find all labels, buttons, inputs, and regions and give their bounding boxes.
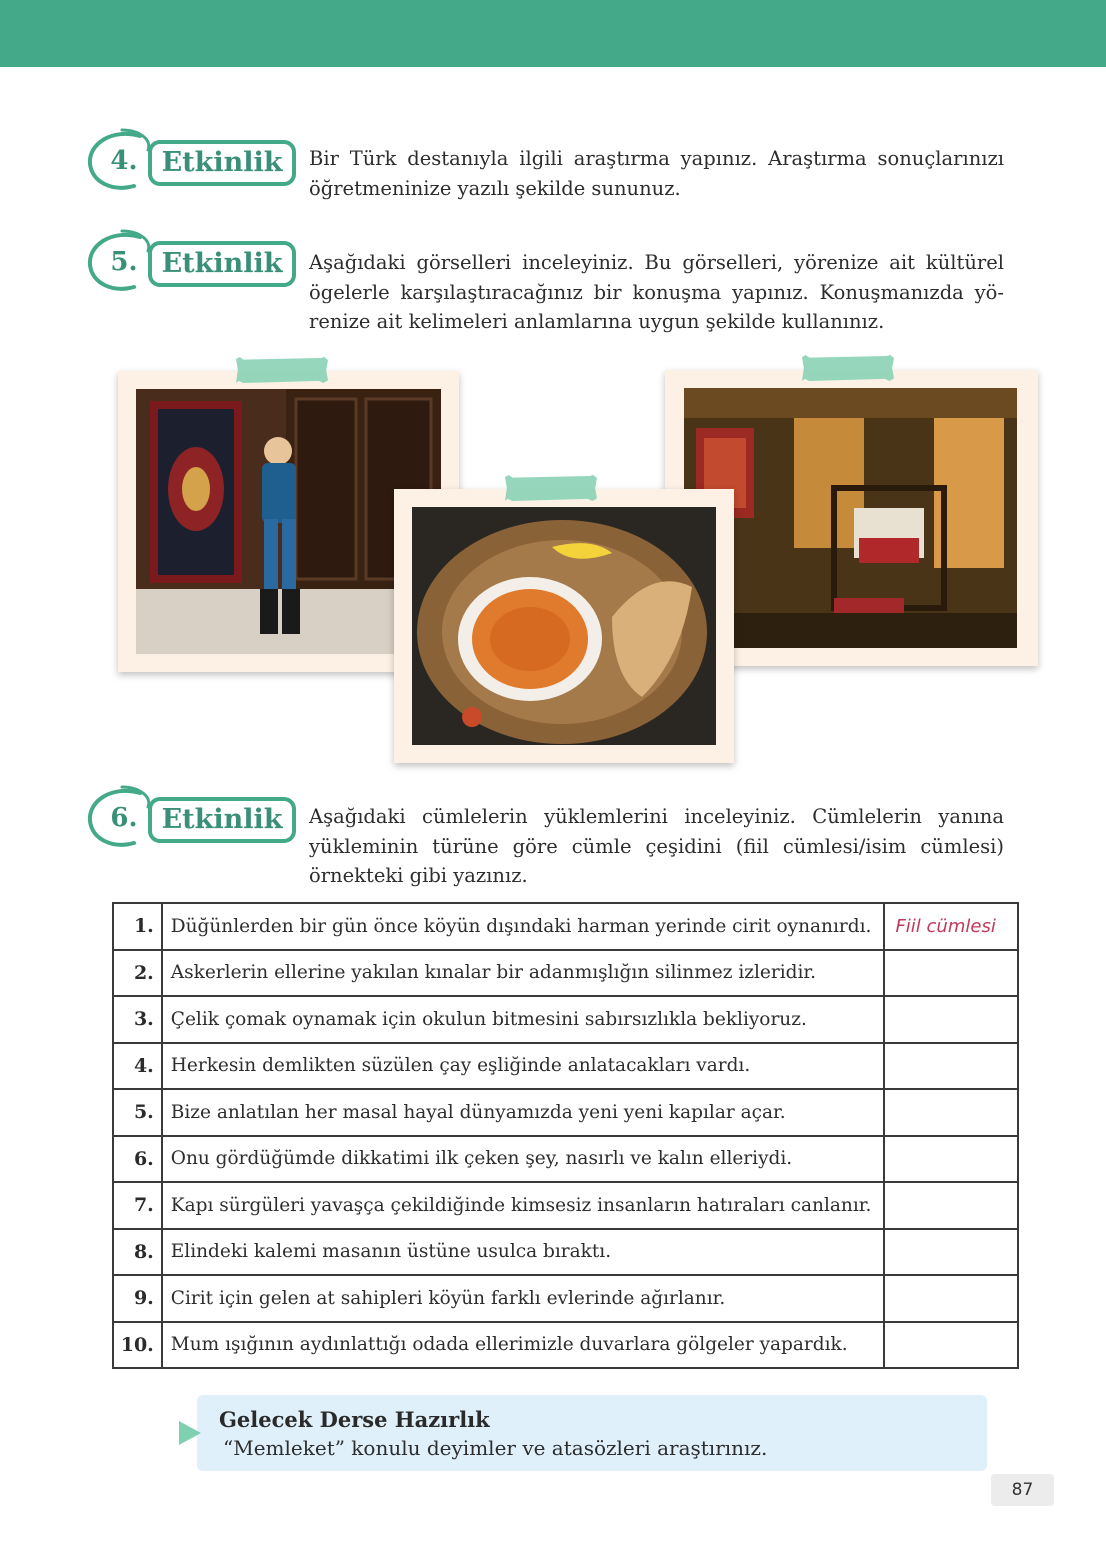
table-row bbox=[113, 903, 1018, 950]
activity-5-text: Aşağıdaki görselleri inceleyiniz. Bu görselleri, yörenize ait kültürel ögelerle karşılaştıracağınız bir konuşma yapınız. Konuşmanızda yö-renize ait kelimeleri anlamlarına uygun şekilde kullanınız. bbox=[309, 251, 1004, 333]
table-row bbox=[113, 1043, 1018, 1090]
sentence-cell: Bize anlatılan her masal hayal dünyamızda yeni yeni kapılar açar. bbox=[162, 1089, 885, 1136]
row-number: 5. bbox=[113, 1089, 162, 1136]
row-number: 8. bbox=[113, 1229, 162, 1276]
answer-cell[interactable] bbox=[884, 950, 1018, 997]
answer-cell[interactable] bbox=[884, 1089, 1018, 1136]
sentence-cell: Askerlerin ellerine yakılan kınalar bir adanmışlığın silinmez izleridir. bbox=[162, 950, 885, 997]
row-number: 7. bbox=[113, 1182, 162, 1229]
top-color-bar bbox=[0, 0, 1106, 67]
next-lesson-text: “Memleket” konulu deyimler ve atasözleri araştırınız. bbox=[223, 1436, 768, 1460]
sentence-cell: Elindeki kalemi masanın üstüne usulca bıraktı. bbox=[162, 1229, 885, 1276]
activity-6-text: Aşağıdaki cümlelerin yüklemlerini inceleyiniz. Cümlelerin yanına yükleminin türüne göre cümle çeşidini (fiil cümlesi/isim cümlesi) örnekteki gibi yazınız. bbox=[309, 805, 1004, 887]
table-row bbox=[113, 1275, 1018, 1322]
activity-4-header bbox=[82, 128, 302, 198]
table-row bbox=[113, 1089, 1018, 1136]
answer-cell[interactable] bbox=[884, 1275, 1018, 1322]
activity-label: Etkinlik bbox=[148, 241, 296, 287]
activity-number: 4. bbox=[110, 146, 138, 176]
row-number: 2. bbox=[113, 950, 162, 997]
answer-cell[interactable] bbox=[884, 1229, 1018, 1276]
lentil-soup-photo bbox=[412, 507, 716, 745]
tape-decoration bbox=[236, 357, 328, 383]
sentence-table bbox=[112, 902, 1019, 1369]
row-number: 4. bbox=[113, 1043, 162, 1090]
row-number: 3. bbox=[113, 996, 162, 1043]
photo-frame-soup bbox=[394, 489, 734, 763]
tape-decoration bbox=[505, 475, 597, 501]
answer-cell[interactable]: Fiil cümlesi bbox=[884, 903, 1018, 950]
next-lesson-title: Gelecek Derse Hazırlık bbox=[219, 1407, 490, 1432]
activity-4-text: Bir Türk destanıyla ilgili araştırma yapınız. Araştırma sonuçlarınızı öğretmeninize yazılı şekilde sununuz. bbox=[309, 147, 1004, 200]
sentence-cell: Cirit için gelen at sahipleri köyün farklı evlerinde ağırlanır. bbox=[162, 1275, 885, 1322]
play-arrow-icon bbox=[179, 1421, 201, 1445]
answer-cell[interactable] bbox=[884, 996, 1018, 1043]
activity-5-header bbox=[82, 229, 302, 299]
table-row bbox=[113, 950, 1018, 997]
row-number: 9. bbox=[113, 1275, 162, 1322]
row-number: 10. bbox=[113, 1322, 162, 1369]
row-number: 6. bbox=[113, 1136, 162, 1183]
activity-number: 5. bbox=[110, 247, 138, 277]
table-row bbox=[113, 1229, 1018, 1276]
sentence-cell: Çelik çomak oynamak için okulun bitmesini sabırsızlıkla bekliyoruz. bbox=[162, 996, 885, 1043]
activity-label: Etkinlik bbox=[148, 797, 296, 843]
table-row bbox=[113, 1136, 1018, 1183]
sentence-cell: Mum ışığının aydınlattığı odada ellerimizle duvarlara gölgeler yapardık. bbox=[162, 1322, 885, 1369]
sentence-cell: Herkesin demlikten süzülen çay eşliğinde anlatacakları vardı. bbox=[162, 1043, 885, 1090]
next-lesson-box bbox=[197, 1395, 987, 1471]
sentence-cell: Kapı sürgüleri yavaşça çekildiğinde kimsesiz insanların hatıraları canlanır. bbox=[162, 1182, 885, 1229]
table-row bbox=[113, 996, 1018, 1043]
page-number: 87 bbox=[991, 1474, 1054, 1506]
activity-label: Etkinlik bbox=[148, 140, 296, 186]
answer-cell[interactable] bbox=[884, 1136, 1018, 1183]
sentence-cell: Düğünlerden bir gün önce köyün dışındaki harman yerinde cirit oynanırdı. bbox=[162, 903, 885, 950]
answer-cell[interactable] bbox=[884, 1182, 1018, 1229]
activity-number: 6. bbox=[110, 803, 138, 833]
activity-6-header bbox=[82, 785, 302, 855]
table-row bbox=[113, 1322, 1018, 1369]
row-number: 1. bbox=[113, 903, 162, 950]
table-row bbox=[113, 1182, 1018, 1229]
answer-cell[interactable] bbox=[884, 1043, 1018, 1090]
answer-cell[interactable] bbox=[884, 1322, 1018, 1369]
sentence-cell: Onu gördüğümde dikkatimi ilk çeken şey, nasırlı ve kalın elleriydi. bbox=[162, 1136, 885, 1183]
tape-decoration bbox=[802, 355, 894, 381]
